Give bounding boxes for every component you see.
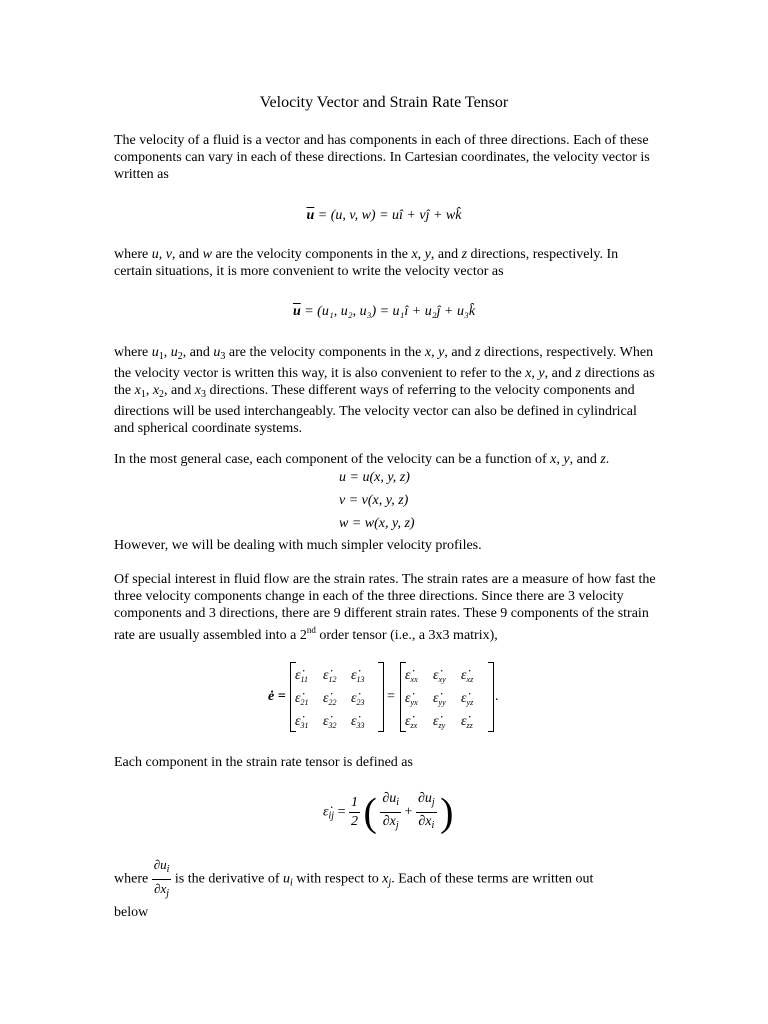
- matrix-letter-cell: $\varepsiloṅ_{zx}$: [405, 714, 418, 730]
- paragraph-indexed-components: where $u_1$, $u_2$, and $u_3$ are the velocity components in the x, y, and z directions, respectively. When the velocity vector is written this way, it is also convenient to refer to the x, y, and z directions as the $x_1$, $x_2$, and $x_3$ directions. These different ways of referring to the velocity components and directions will be used interchangeably. The velocity vector can also be defined in cylindrical and spherical coordinate systems.: [114, 345, 655, 436]
- equation-strain-rate-definition: $\varepsiloṅ_{ij}$ = $\frac{1}{2}$ ( $\frac{\partial u_i}{\partial x_j}$ + $\frac{\partial u_j}{\partial x_i}$ ): [323, 789, 454, 835]
- matrix-numeric-cell: $\varepsiloṅ_{12}$: [323, 668, 337, 684]
- equation-v-function: v = v(x, y, z): [339, 493, 409, 508]
- equation-w-function: w = w(x, y, z): [339, 516, 415, 531]
- matrix-letter-cell: $\varepsiloṅ_{yz}$: [461, 691, 474, 707]
- page-title: Velocity Vector and Strain Rate Tensor: [259, 94, 509, 111]
- matrix-numeric-cell: $\varepsiloṅ_{32}$: [323, 714, 337, 730]
- matrix-letter-cell: $\varepsiloṅ_{zy}$: [433, 714, 446, 730]
- matrix-numeric-cell: $\varepsiloṅ_{11}$: [295, 668, 308, 684]
- matrix-numeric-cell: $\varepsiloṅ_{23}$: [351, 691, 365, 707]
- matrix-numeric-cell: $\varepsiloṅ_{13}$: [351, 668, 365, 684]
- matrix-letter-cell: $\varepsiloṅ_{xz}$: [461, 668, 474, 684]
- partial-uj-xi-fraction: $\frac{\partial u_j}{\partial x_i}$: [417, 791, 435, 831]
- matrix-period: .: [495, 689, 499, 704]
- one-half-fraction: $\frac{1}{2}$: [351, 795, 358, 829]
- numeric-index-matrix: [290, 662, 384, 732]
- strain-rate-tensor-symbol: ė =: [268, 689, 286, 704]
- matrix-letter-cell: $\varepsiloṅ_{yy}$: [433, 691, 446, 707]
- matrix-numeric-cell: $\varepsiloṅ_{33}$: [351, 714, 365, 730]
- equation-u-function: u = u(x, y, z): [339, 470, 410, 485]
- paragraph-component-definition: Each component in the strain rate tensor is defined as: [114, 755, 413, 770]
- matrix-letter-cell: $\varepsiloṅ_{yx}$: [405, 691, 418, 707]
- partial-ui-xj-fraction: $\frac{\partial u_i}{\partial x_j}$: [382, 791, 400, 831]
- velocity-vector-symbol: $\overline{u}$: [306, 208, 315, 223]
- equation-velocity-indexed: $\overline{u} = (u_1$, u₂, u₃) = u₁î + u₂ĵ + u₃k̂: [292, 304, 476, 319]
- paragraph-general-case: In the most general case, each component of the velocity can be a function of x, y, and z.: [114, 452, 610, 467]
- paragraph-simpler-profiles: However, we will be dealing with much simpler velocity profiles.: [114, 538, 482, 553]
- matrix-numeric-cell: $\varepsiloṅ_{22}$: [323, 691, 337, 707]
- partial-derivative-inline: $\frac{\partial u_i}{\partial x_j}$: [153, 857, 170, 899]
- paragraph-components: where u, v, and w are the velocity components in the x, y, and z directions, respectively. In certain situations, it is more convenient to write the velocity vector as: [114, 247, 619, 279]
- matrix-equals-sign: =: [387, 689, 395, 704]
- matrix-letter-cell: $\varepsiloṅ_{xy}$: [433, 668, 446, 684]
- matrix-numeric-cell: $\varepsiloṅ_{21}$: [295, 691, 309, 707]
- matrix-numeric-cell: $\varepsiloṅ_{31}$: [295, 714, 309, 730]
- equation-velocity-vector: $\overline{u} = (u$, v, w) = uî + vĵ + wk̂: [306, 208, 462, 223]
- letter-index-matrix: [400, 662, 494, 732]
- paragraph-below: below: [114, 905, 149, 920]
- paragraph-derivative-description: where $\frac{\partial u_i}{\partial x_j}$ is the derivative of $u_i$ with respect to $x_j$. Each of these terms are written out: [114, 856, 674, 903]
- paragraph-intro: The velocity of a fluid is a vector and has components in each of three directions. Each of these components can vary in each of these directions. In Cartesian coordinates, the velocity vector is written as: [114, 133, 650, 182]
- matrix-letter-cell: $\varepsiloṅ_{zz}$: [461, 714, 473, 730]
- paragraph-strain-rates: Of special interest in fluid flow are the strain rates. The strain rates are a measure of how fast the three velocity components change in each of the three directions. Since there are 3 velocity components and 3 directions, there are 9 different strain rates. These 9 components of the strain rate are usually assembled into a 2nd order tensor (i.e., a 3x3 matrix),: [114, 572, 656, 643]
- matrix-letter-cell: $\varepsiloṅ_{xx}$: [405, 668, 418, 684]
